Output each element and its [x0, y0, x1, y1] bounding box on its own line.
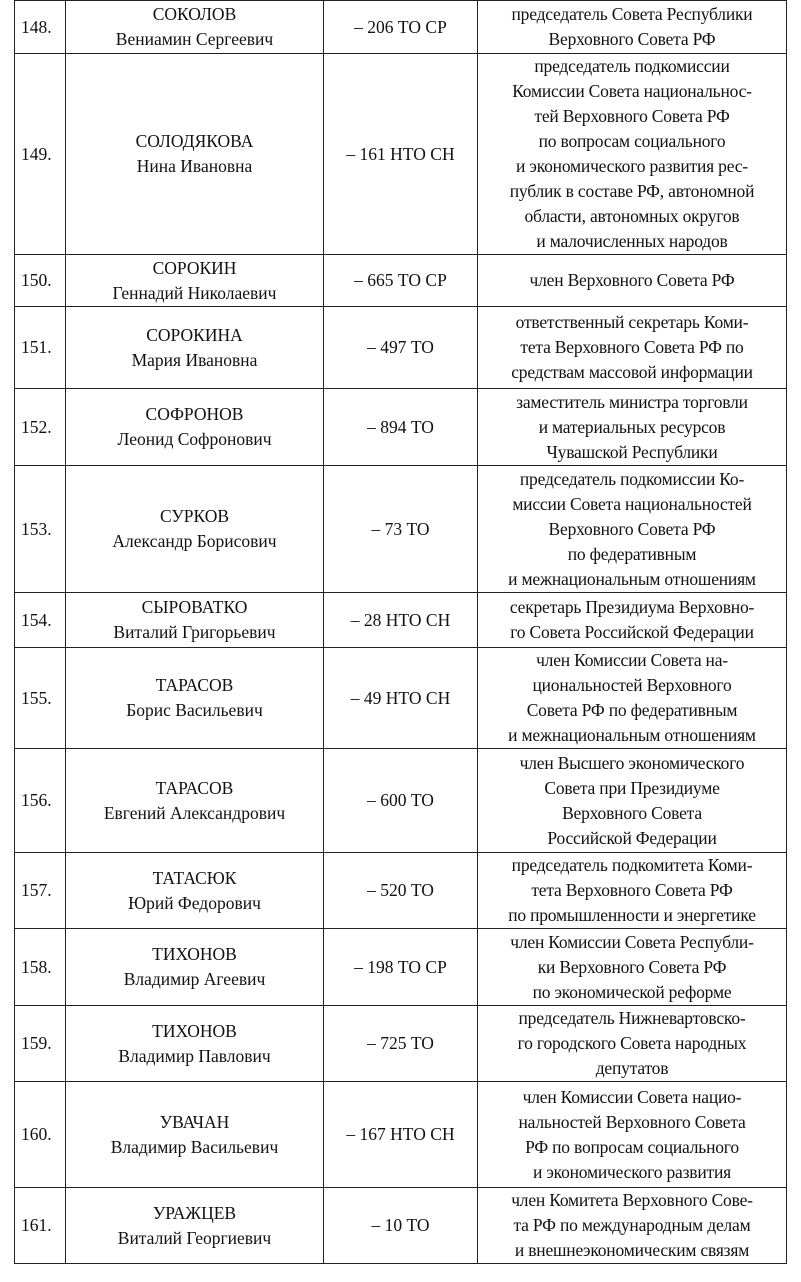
deputy-given-names: Мария Ивановна: [131, 349, 258, 370]
deputy-given-names: Юрий Федорович: [128, 892, 261, 913]
deputy-given-names: Владимир Агеевич: [123, 969, 266, 989]
table-body: [15, 1, 787, 1264]
position-line: тета Верховного Совета РФ: [531, 880, 733, 900]
position-cell: [478, 255, 787, 307]
table-row: [15, 929, 787, 1006]
position-line: председатель подкомитета Коми-: [511, 855, 753, 875]
deputy-surname: СОРОКИНА: [146, 324, 243, 345]
deputy-given-names: Виталий Григорьевич: [113, 622, 276, 642]
deputy-surname: СОЛОДЯКОВА: [135, 131, 254, 151]
position-cell: [478, 853, 787, 929]
deputy-name-cell: [66, 1, 324, 54]
table-row: [15, 1082, 787, 1188]
deputy-surname: УВАЧАН: [159, 1111, 230, 1132]
row-number: 149.: [15, 54, 66, 255]
deputy-surname: УРАЖЦЕВ: [152, 1202, 237, 1223]
position-line: Чувашской Республики: [546, 441, 718, 462]
position-line: и экономического развития рес-: [516, 156, 748, 176]
table-row: [15, 1006, 787, 1082]
deputy-given-names: Нина Ивановна: [136, 156, 253, 176]
position-cell: [478, 54, 787, 255]
deputy-surname: СУРКОВ: [159, 506, 230, 526]
district-code: – 10 ТО: [324, 1188, 478, 1264]
deputy-name-cell: [66, 1082, 324, 1188]
row-number: 158.: [15, 929, 66, 1006]
position-cell: [478, 593, 787, 648]
position-line: член Высшего экономического: [519, 752, 745, 773]
position-line: ки Верховного Совета РФ: [537, 956, 727, 977]
position-line: РФ по вопросам социального: [525, 1136, 739, 1157]
district-code: – 497 ТО: [324, 307, 478, 389]
position-line: средствам массовой информации: [511, 362, 753, 382]
table-row: [15, 466, 787, 593]
district-code: – 28 НТО СН: [324, 593, 478, 648]
deputy-name-cell: [66, 593, 324, 648]
row-number: 156.: [15, 749, 66, 853]
position-line: Совета при Президиуме: [544, 777, 720, 798]
position-line: та РФ по международным делам: [513, 1215, 751, 1235]
deputies-table: [14, 0, 787, 1264]
table-row: [15, 648, 787, 749]
position-cell: [478, 466, 787, 593]
deputy-name-cell: [66, 853, 324, 929]
position-line: нальностей Верховного Совета: [518, 1111, 746, 1132]
deputy-surname: СОРОКИН: [152, 257, 237, 278]
position-cell: [478, 648, 787, 749]
deputy-surname: ТИХОНОВ: [152, 1020, 237, 1041]
position-line: и материальных ресурсов: [538, 416, 726, 437]
district-code: – 725 ТО: [324, 1006, 478, 1082]
district-code: – 49 НТО СН: [324, 648, 478, 749]
row-number: 157.: [15, 853, 66, 929]
row-number: 161.: [15, 1188, 66, 1264]
deputy-name-cell: [66, 54, 324, 255]
position-cell: [478, 1006, 787, 1082]
position-line: ответственный секретарь Коми-: [515, 312, 749, 332]
position-line: и малочисленных народов: [536, 231, 728, 251]
district-code: – 600 ТО: [324, 749, 478, 853]
position-line: член Комиссии Совета Республи-: [510, 931, 754, 952]
position-line: и внешнеэкономическим связям: [514, 1240, 750, 1260]
position-cell: [478, 1082, 787, 1188]
deputy-given-names: Леонид Софронович: [117, 429, 272, 449]
deputy-name-cell: [66, 1188, 324, 1264]
deputy-name-cell: [66, 929, 324, 1006]
position-line: и межнациональным отношениям: [508, 568, 756, 589]
table-row: [15, 54, 787, 255]
position-line: член Комитета Верховного Сове-: [511, 1190, 753, 1210]
table-row: [15, 853, 787, 929]
position-line: Верховного Совета РФ: [548, 29, 716, 49]
position-line: Верховного Совета: [562, 802, 702, 823]
position-line: миссии Совета национальностей: [512, 493, 752, 514]
position-line: и межнациональным отношениям: [508, 725, 756, 745]
deputy-name-cell: [66, 648, 324, 749]
deputy-given-names: Геннадий Николаевич: [112, 282, 277, 303]
position-line: тей Верховного Совета РФ: [534, 106, 730, 126]
table-row: [15, 1, 787, 54]
district-code: – 73 ТО: [324, 466, 478, 593]
deputy-name-cell: [66, 749, 324, 853]
district-code: – 520 ТО: [324, 853, 478, 929]
position-line: член Комиссии Совета нацио-: [522, 1086, 742, 1107]
position-line: секретарь Президиума Верховно-: [509, 597, 755, 617]
deputy-name-cell: [66, 466, 324, 593]
position-line: и экономического развития: [533, 1161, 731, 1182]
deputy-surname: ТАРАСОВ: [155, 675, 234, 695]
table-row: [15, 307, 787, 389]
row-number: 153.: [15, 466, 66, 593]
deputy-surname: СЫРОВАТКО: [141, 597, 248, 617]
table-row: [15, 1188, 787, 1264]
position-cell: [478, 389, 787, 466]
position-cell: [478, 1, 787, 54]
position-line: по федеративным: [567, 543, 697, 564]
row-number: 151.: [15, 307, 66, 389]
row-number: 150.: [15, 255, 66, 307]
position-line: Верховного Совета РФ: [548, 518, 716, 539]
position-line: Российской Федерации: [547, 827, 717, 848]
table-row: [15, 749, 787, 853]
row-number: 152.: [15, 389, 66, 466]
position-line: депутатов: [595, 1058, 669, 1078]
district-code: – 206 ТО СР: [324, 1, 478, 54]
position-line: Совета РФ по федеративным: [526, 700, 738, 720]
position-line: член Комиссии Совета на-: [536, 650, 728, 670]
deputy-given-names: Александр Борисович: [112, 531, 277, 551]
position-line: циональностей Верховного: [532, 675, 732, 695]
position-line: публик в составе РФ, автономной: [509, 181, 755, 201]
position-line: го городского Совета народных: [517, 1033, 747, 1053]
position-cell: [478, 1188, 787, 1264]
row-number: 155.: [15, 648, 66, 749]
position-line: Комиссии Совета национальнос-: [512, 81, 752, 101]
deputy-given-names: Владимир Павлович: [118, 1045, 271, 1066]
position-line: председатель Совета Республики: [511, 4, 753, 24]
deputy-surname: СОКОЛОВ: [152, 4, 237, 24]
deputy-surname: ТАТАСЮК: [152, 867, 237, 888]
position-line: председатель подкомиссии: [534, 56, 730, 76]
position-cell: [478, 307, 787, 389]
position-line: по вопросам социального: [538, 131, 726, 151]
deputy-name-cell: [66, 255, 324, 307]
deputy-given-names: Борис Васильевич: [126, 700, 263, 720]
district-code: – 894 ТО: [324, 389, 478, 466]
position-line: заместитель министра торговли: [516, 391, 748, 412]
district-code: – 665 ТО СР: [324, 255, 478, 307]
row-number: 148.: [15, 1, 66, 54]
district-code: – 161 НТО СН: [324, 54, 478, 255]
position-line: председатель Нижневартовско-: [518, 1008, 746, 1028]
deputy-surname: ТИХОНОВ: [152, 944, 237, 964]
position-cell: [478, 749, 787, 853]
position-line: член Верховного Совета РФ: [529, 270, 735, 290]
row-number: 159.: [15, 1006, 66, 1082]
deputy-name-cell: [66, 389, 324, 466]
table-row: [15, 389, 787, 466]
table-row: [15, 255, 787, 307]
deputy-surname: ТАРАСОВ: [155, 777, 234, 798]
row-number: 154.: [15, 593, 66, 648]
table-row: [15, 593, 787, 648]
deputy-given-names: Виталий Георгиевич: [117, 1227, 272, 1248]
deputy-name-cell: [66, 307, 324, 389]
deputy-surname: СОФРОНОВ: [145, 404, 244, 424]
position-line: области, автономных округов: [524, 206, 740, 226]
district-code: – 198 ТО СР: [324, 929, 478, 1006]
district-code: – 167 НТО СН: [324, 1082, 478, 1188]
deputy-given-names: Вениамин Сергеевич: [115, 29, 274, 49]
position-line: го Совета Российской Федерации: [510, 622, 754, 642]
deputy-name-cell: [66, 1006, 324, 1082]
position-line: председатель подкомиссии Ко-: [519, 468, 745, 489]
row-number: 160.: [15, 1082, 66, 1188]
position-line: по экономической реформе: [532, 981, 732, 1002]
position-line: по промышленности и энергетике: [508, 905, 756, 925]
position-cell: [478, 929, 787, 1006]
deputy-given-names: Евгений Александрович: [103, 802, 286, 823]
deputy-given-names: Владимир Васильевич: [110, 1136, 279, 1157]
position-line: тета Верховного Совета РФ по: [520, 337, 744, 357]
